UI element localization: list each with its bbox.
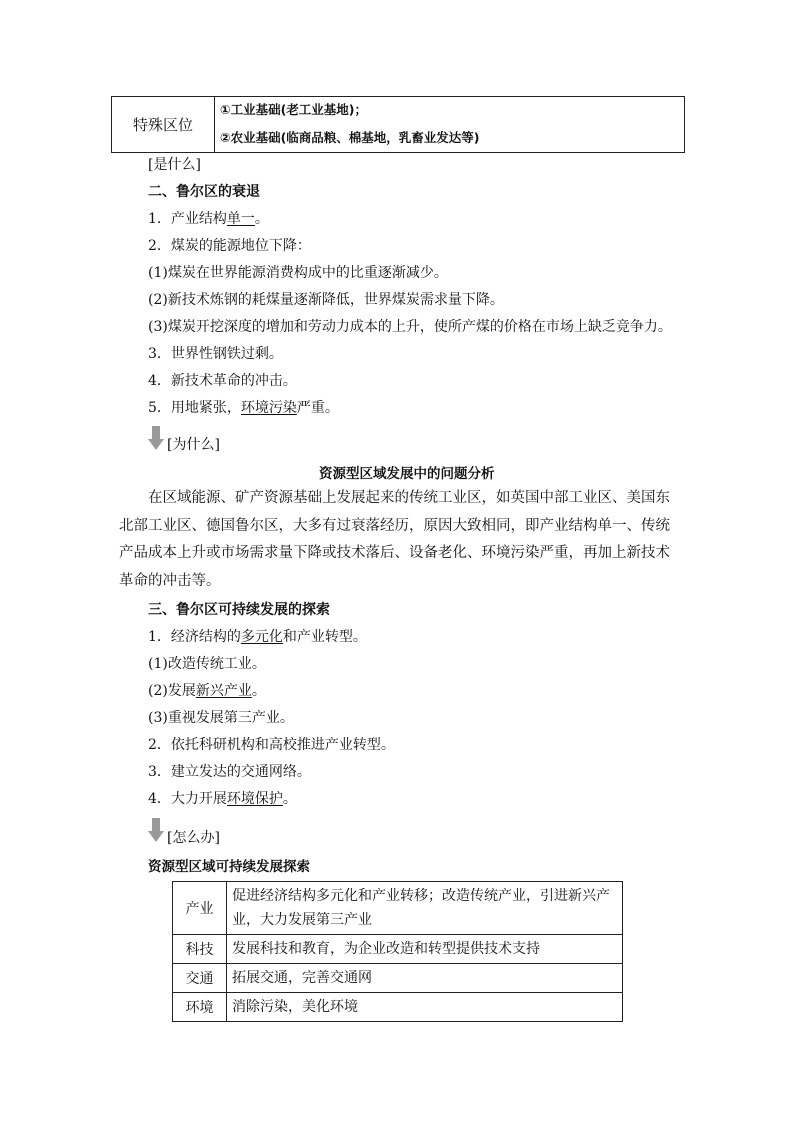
why-tag: [为什么] (167, 437, 220, 453)
arrow-down-icon (148, 818, 164, 842)
arrow-down-icon (148, 426, 164, 450)
agriculture-basis-line: ②农业基础(临商品粮、棉基地，乳畜业发达等) (220, 130, 480, 145)
list-item: 4．大力开展环境保护。 (148, 791, 297, 807)
special-location-table (111, 96, 685, 153)
row-value: 消除污染，美化环境 (227, 993, 623, 1022)
list-item: (1)改造传统工业。 (148, 656, 266, 672)
what-tag: [是什么] (148, 157, 201, 173)
list-item: 5．用地紧张，环境污染严重。 (148, 400, 339, 416)
list-item: (3)重视发展第三产业。 (148, 710, 294, 726)
list-item: (3)煤炭开挖深度的增加和劳动力成本的上升，使所产煤的价格在市场上缺乏竞争力。 (148, 319, 672, 335)
analysis-paragraph: 在区域能源、矿产资源基础上发展起来的传统工业区，如英国中部工业区、美国东北部工业区、德国鲁尔区，大多有过衰落经历，原因大致相同，即产业结构单一、传统产品成本上升或市场需求量下降或技术落后、设备老化、环境污染严重，再加上新技术革命的冲击等。 (119, 490, 670, 589)
list-item: (1)煤炭在世界能源消费构成中的比重逐渐减少。 (148, 265, 448, 281)
list-item: (2)发展新兴产业。 (148, 683, 266, 699)
table-content-cell (215, 97, 685, 153)
table-row (173, 993, 623, 1022)
row-key: 交通 (173, 964, 227, 993)
table-label-cell: 特殊区位 (112, 97, 215, 153)
table-row (173, 935, 623, 964)
row-value: 拓展交通，完善交通网 (227, 964, 623, 993)
list-item: 2．依托科研机构和高校推进产业转型。 (148, 737, 395, 753)
list-item: 3．建立发达的交通网络。 (148, 764, 311, 780)
table-row (173, 882, 623, 935)
list-item: 4．新技术革命的冲击。 (148, 373, 297, 389)
analysis-title: 资源型区域发展中的问题分析 (319, 466, 495, 482)
explore-table (172, 881, 623, 1022)
list-item: 1．经济结构的多元化和产业转型。 (148, 629, 367, 645)
row-key: 产业 (173, 882, 227, 935)
industry-basis-line: ①工业基础(老工业基地)； (220, 102, 368, 117)
list-item: 3．世界性钢铁过剩。 (148, 346, 283, 362)
section-3-heading: 三、鲁尔区可持续发展的探索 (148, 602, 330, 618)
row-key: 环境 (173, 993, 227, 1022)
explore-title: 资源型区域可持续发展探索 (148, 859, 310, 875)
table-row (173, 964, 623, 993)
row-value: 发展科技和教育，为企业改造和转型提供技术支持 (227, 935, 623, 964)
list-item: (2)新技术炼钢的耗煤量逐渐降低，世界煤炭需求量下降。 (148, 292, 504, 308)
list-item: 2．煤炭的能源地位下降： (148, 238, 311, 254)
row-key: 科技 (173, 935, 227, 964)
row-value: 促进经济结构多元化和产业转移；改造传统产业，引进新兴产业，大力发展第三产业 (227, 882, 623, 935)
section-2-heading: 二、鲁尔区的衰退 (148, 184, 260, 200)
list-item: 1．产业结构单一。 (148, 211, 269, 227)
how-tag: [怎么办] (167, 830, 220, 846)
